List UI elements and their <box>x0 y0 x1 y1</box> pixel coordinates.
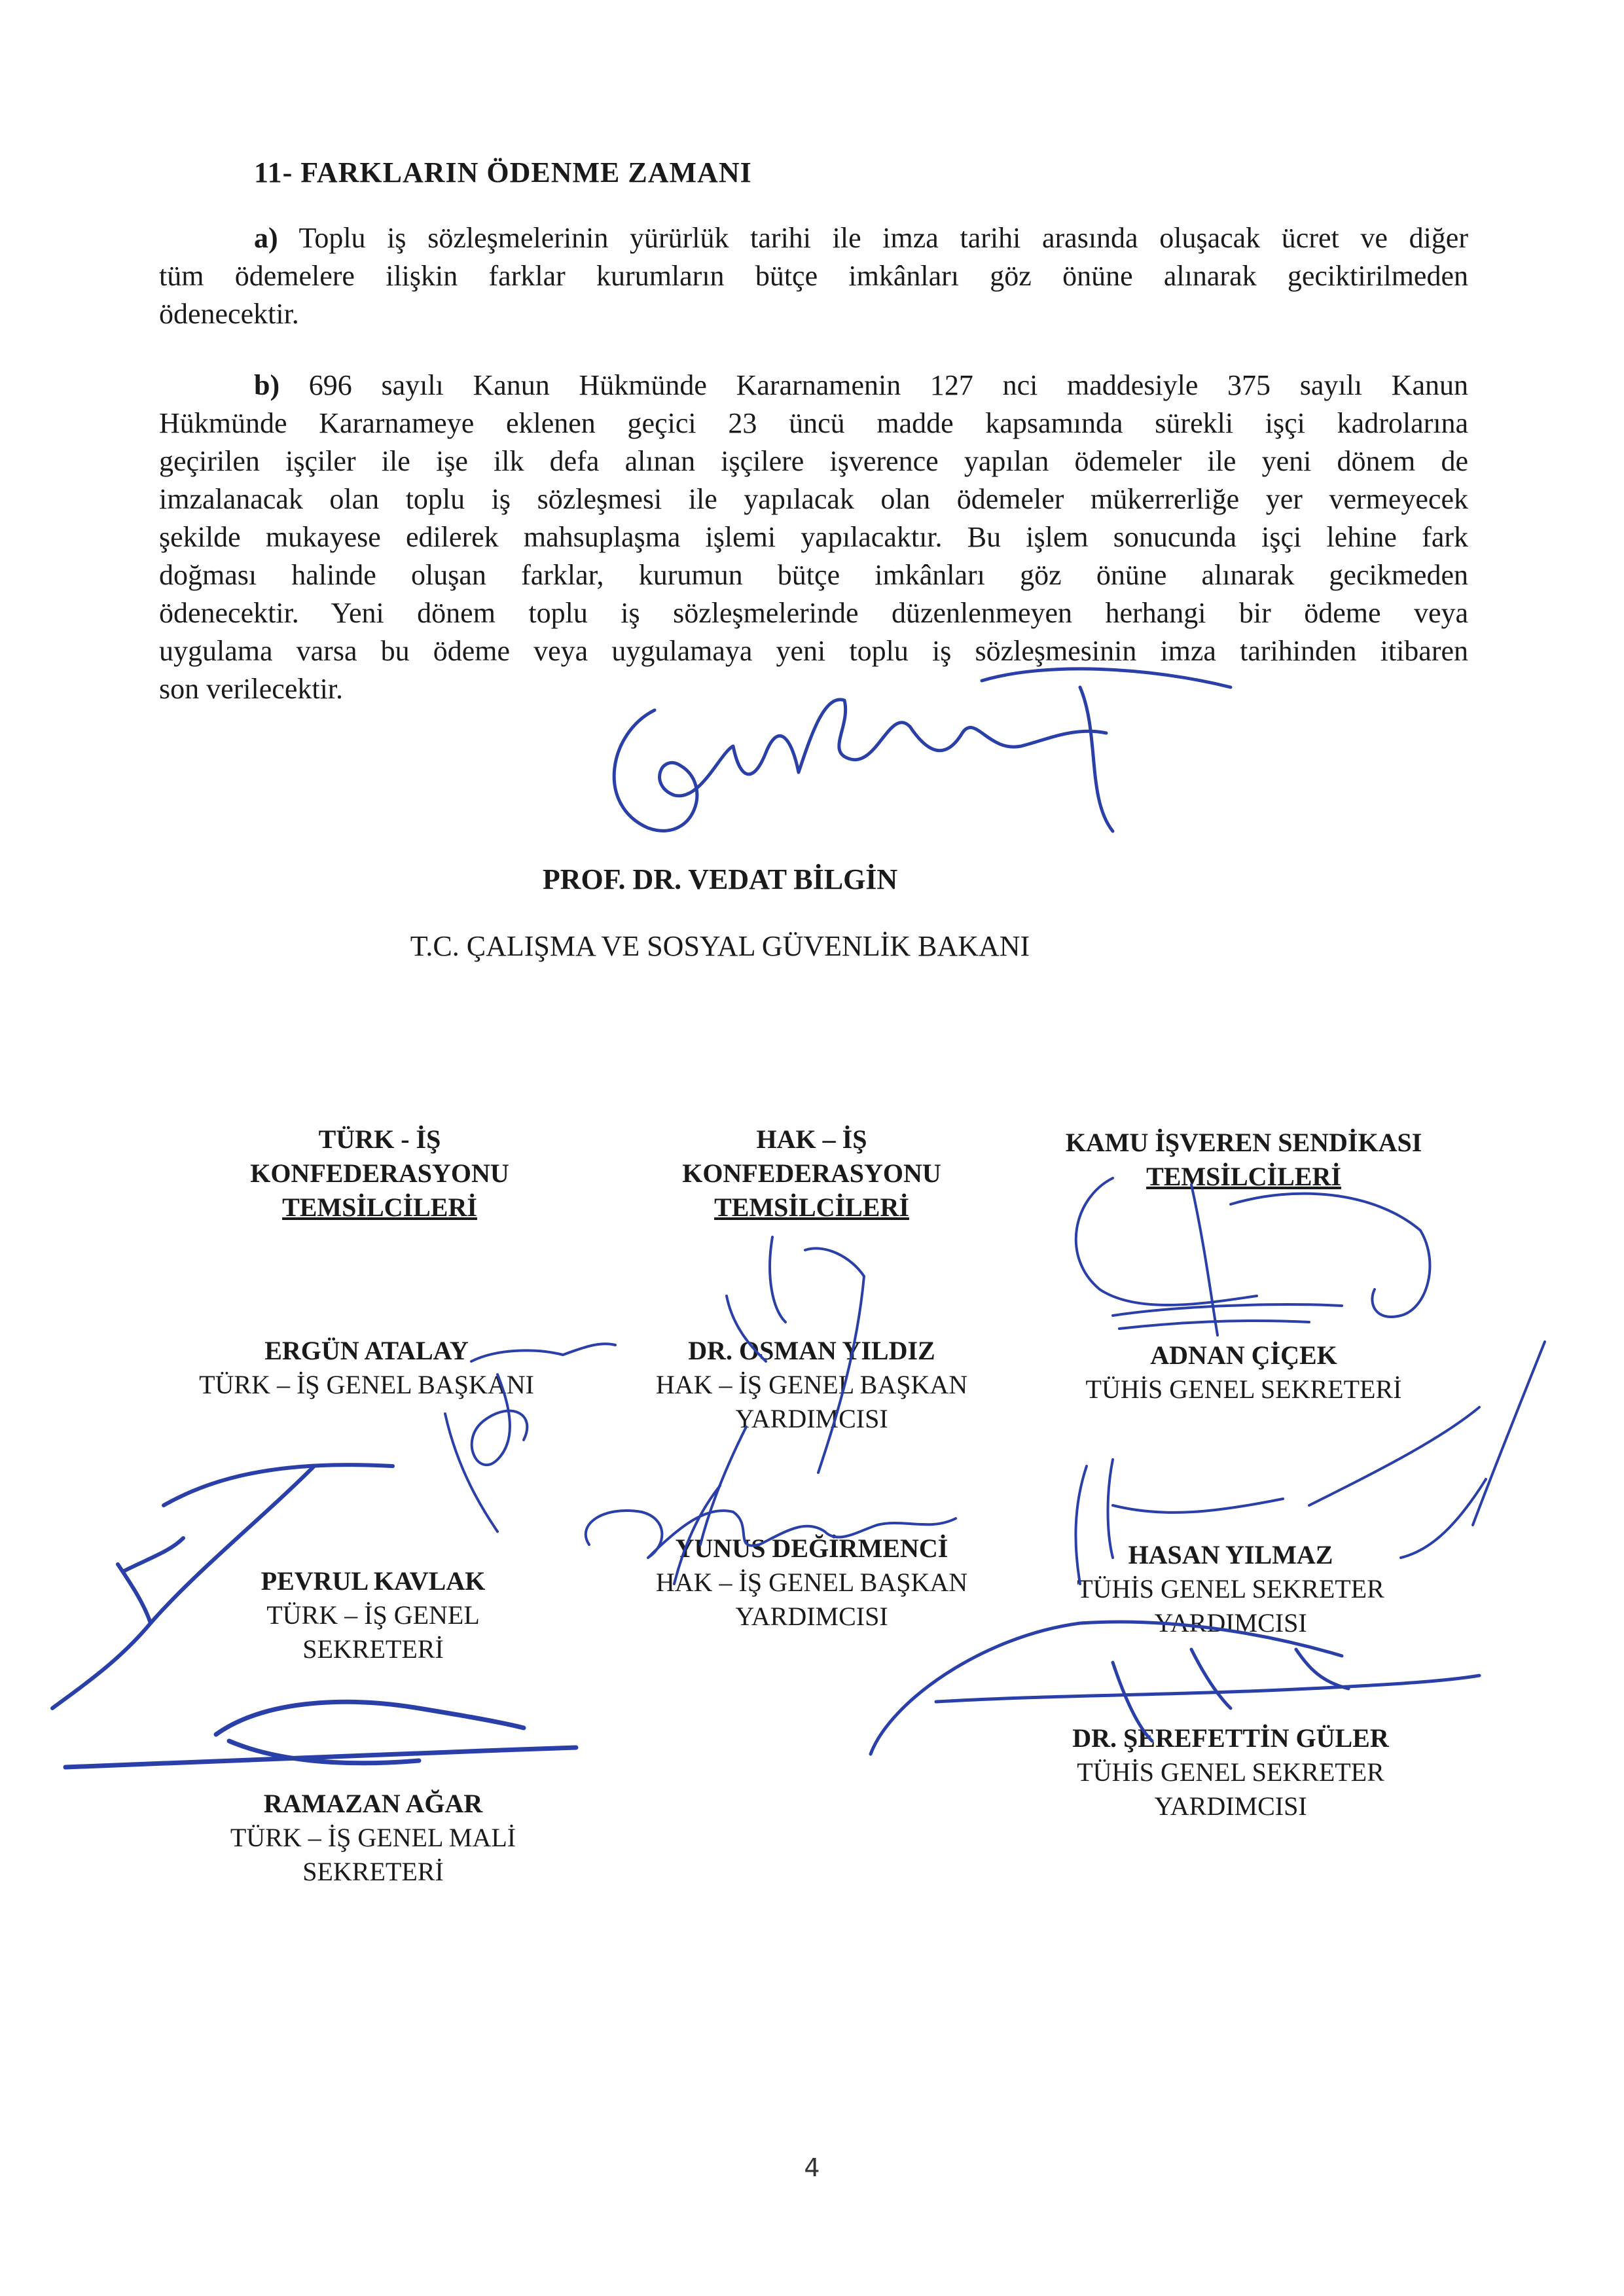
paragraph-b <box>159 367 1468 708</box>
paragraph-line: ödenecektir. <box>159 298 299 330</box>
paragraph-line: b) 696 sayılı Kanun Hükmünde Kararnamenin 127 nci maddesiyle 375 sayılı Kanun <box>254 369 1469 401</box>
page-number: 4 <box>804 2153 820 2182</box>
paragraph-line: ödenecektir. Yeni dönem toplu iş sözleşmelerinde düzenlenmeyen herhangi bir ödeme veya <box>159 597 1468 629</box>
minister-name: PROF. DR. VEDAT BİLGİN <box>542 863 898 895</box>
paragraph-marker: b) <box>254 369 280 401</box>
minister-title: T.C. ÇALIŞMA VE SOSYAL GÜVENLİK BAKANI <box>410 930 1030 962</box>
signatory-osman-yildiz: DR. OSMAN YILDIZ HAK – İŞ GENEL BAŞKAN YARDIMCISI <box>655 1336 968 1433</box>
signature-ramazan-agar <box>65 1702 576 1767</box>
paragraph-line: geçirilen işçiler ile işe ilk defa alınan işçilere işverence yapılan ödemeler ile yeni dönem de <box>159 445 1468 477</box>
paragraph-line: şekilde mukayese edilerek mahsuplaşma işlemi yapılacaktır. Bu işlem sonucunda işçi lehine fark <box>159 521 1468 553</box>
group-kamu-isveren: KAMU İŞVEREN SENDİKASI TEMSİLCİLERİ <box>1065 1128 1422 1191</box>
signature-adnan-cicek <box>1076 1178 1430 1335</box>
signatory-ergun-atalay: ERGÜN ATALAY TÜRK – İŞ GENEL BAŞKANI <box>199 1336 534 1399</box>
signatory-pevrul-kavlak: PEVRUL KAVLAK TÜRK – İŞ GENEL SEKRETERİ <box>261 1566 486 1664</box>
signatory-ramazan-agar: RAMAZAN AĞAR TÜRK – İŞ GENEL MALİ SEKRETERİ <box>230 1789 516 1886</box>
paragraph-line: son verilecektir. <box>159 673 344 705</box>
paragraph-marker: a) <box>254 222 278 254</box>
paragraph-line: Hükmünde Kararnameye eklenen geçici 23 üncü madde kapsamında sürekli işçi kadrolarına <box>159 407 1468 439</box>
signatory-hasan-yilmaz: HASAN YILMAZ TÜHİS GENEL SEKRETER YARDIMCISI <box>1077 1540 1384 1638</box>
paragraph-line: doğması halinde oluşan farklar, kurumun bütçe imkânları göz önüne alınarak gecikmeden <box>159 559 1468 591</box>
paragraph-line: tüm ödemelere ilişkin farklar kurumların bütçe imkânları göz önüne alınarak geciktirilmeden <box>159 260 1468 292</box>
signatory-adnan-cicek: ADNAN ÇİÇEK TÜHİS GENEL SEKRETERİ <box>1085 1340 1402 1404</box>
paragraph-a <box>159 219 1468 333</box>
group-turk-is: TÜRK - İŞ KONFEDERASYONU TEMSİLCİLERİ <box>250 1124 509 1222</box>
section-heading: 11- FARKLARIN ÖDENME ZAMANI <box>254 156 752 188</box>
signatory-serefettin-guler: DR. ŞEREFETTİN GÜLER TÜHİS GENEL SEKRETER YARDIMCISI <box>1072 1723 1389 1821</box>
group-hak-is: HAK – İŞ KONFEDERASYONU TEMSİLCİLERİ <box>682 1124 941 1222</box>
paragraph-line: a) Toplu iş sözleşmelerinin yürürlük tarihi ile imza tarihi arasında oluşacak ücret ve diğer <box>254 222 1468 254</box>
paragraph-line: imzalanacak olan toplu iş sözleşmesi ile yapılacak olan ödemeler mükerrerliğe yer vermeyecek <box>159 483 1468 515</box>
signatory-yunus-degirmenci: YUNUS DEĞİRMENCİ HAK – İŞ GENEL BAŞKAN YARDIMCISI <box>655 1534 968 1631</box>
paragraph-line: uygulama varsa bu ödeme veya uygulamaya yeni toplu iş sözleşmesinin imza tarihinden itibaren <box>159 635 1468 667</box>
